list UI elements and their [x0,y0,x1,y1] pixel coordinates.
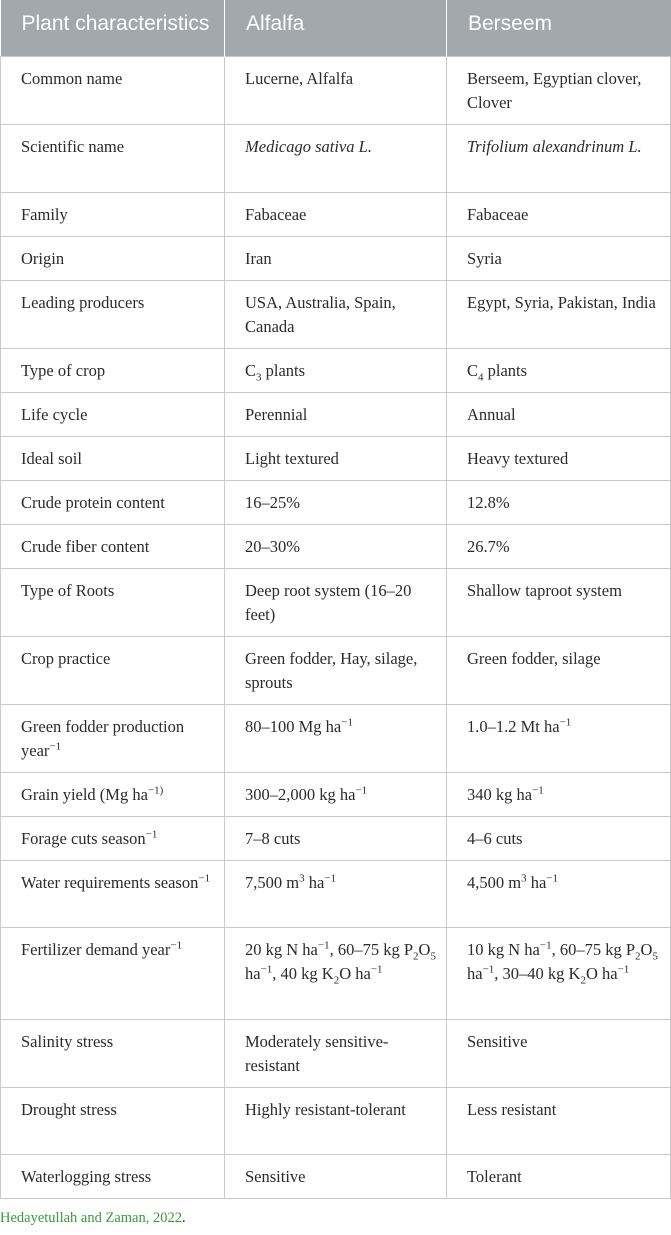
alfalfa-value: Highly resistant-tolerant [225,1087,447,1154]
alfalfa-value: Medicago sativa L. [225,124,447,192]
berseem-value: 26.7% [447,524,671,568]
alfalfa-value: Sensitive [225,1154,447,1198]
alfalfa-value: 300–2,000 kg $ha^{-1}$ [225,772,447,816]
alfalfa-value: Deep root system (16–20 feet) [225,568,447,636]
berseem-value: Tolerant [447,1154,671,1198]
alfalfa-value: USA, Australia, Spain, Canada [225,280,447,348]
row-label: Type of crop [1,348,225,392]
row-label: Life cycle [1,392,225,436]
alfalfa-value: 16–25% [225,480,447,524]
table-row [1,860,671,927]
header-plant-characteristics: Plant characteristics [1,0,225,56]
alfalfa-value: 20–30% [225,524,447,568]
table-row [1,280,671,348]
alfalfa-value: 80–100 Mg $ha^{-1}$ [225,704,447,772]
row-label: Crude fiber content [1,524,225,568]
alfalfa-value: 20 kg N $ha^{-1}$, 60–75 kg $P_2O_5$ $ha^{-1}$, 40 kg $K_2O$ $ha^{-1}$ [225,927,447,1019]
alfalfa-value: Fabaceae [225,192,447,236]
table-row [1,480,671,524]
row-label: Origin [1,236,225,280]
table-row [1,392,671,436]
table-row [1,1087,671,1154]
alfalfa-value: Lucerne, Alfalfa [225,56,447,124]
alfalfa-value: Iran [225,236,447,280]
berseem-value: 1.0–1.2 Mt $ha^{-1}$ [447,704,671,772]
row-label: Grain yield (Mg $ha^{-1)}$ [1,772,225,816]
row-label: Forage cuts season$^{-1}$ [1,816,225,860]
table-row [1,568,671,636]
berseem-value: Green fodder, silage [447,636,671,704]
table-row [1,816,671,860]
row-label: Water requirements season$^{-1}$ [1,860,225,927]
alfalfa-value: $C_3$ plants [225,348,447,392]
berseem-value: Syria [447,236,671,280]
berseem-value: Egypt, Syria, Pakistan, India [447,280,671,348]
row-label: Crude protein content [1,480,225,524]
table-row [1,772,671,816]
row-label: Salinity stress [1,1019,225,1087]
table-row [1,192,671,236]
berseem-value: Annual [447,392,671,436]
berseem-value: Heavy textured [447,436,671,480]
alfalfa-value: 7–8 cuts [225,816,447,860]
berseem-value: 10 kg N $ha^{-1}$, 60–75 kg $P_2O_5$ $ha^{-1}$, 30–40 kg $K_2O$ $ha^{-1}$ [447,927,671,1019]
header-alfalfa: Alfalfa [225,0,447,56]
berseem-value: 340 kg $ha^{-1}$ [447,772,671,816]
table-row [1,1154,671,1198]
berseem-value: $C_4$ plants [447,348,671,392]
table-row [1,524,671,568]
berseem-value: 4–6 cuts [447,816,671,860]
source-citation: Hedayetullah and Zaman, 2022. [0,1210,186,1226]
berseem-value: Shallow taproot system [447,568,671,636]
row-label: Green fodder production year$^{-1}$ [1,704,225,772]
table-row [1,1019,671,1087]
alfalfa-value: Light textured [225,436,447,480]
berseem-value: Trifolium alexandrinum L. [447,124,671,192]
table-row [1,348,671,392]
berseem-value: Fabaceae [447,192,671,236]
table-row [1,927,671,1019]
header-row [1,0,671,56]
row-label: Common name [1,56,225,124]
row-label: Leading producers [1,280,225,348]
row-label: Fertilizer demand year$^{-1}$ [1,927,225,1019]
berseem-value: 12.8% [447,480,671,524]
table-row [1,436,671,480]
alfalfa-value: Moderately sensitive-resistant [225,1019,447,1087]
alfalfa-value: Perennial [225,392,447,436]
row-label: Waterlogging stress [1,1154,225,1198]
row-label: Crop practice [1,636,225,704]
table-row [1,124,671,192]
table-row [1,636,671,704]
row-label: Drought stress [1,1087,225,1154]
berseem-value: Less resistant [447,1087,671,1154]
row-label: Ideal soil [1,436,225,480]
berseem-value: Berseem, Egyptian clover, Clover [447,56,671,124]
row-label: Family [1,192,225,236]
header-berseem: Berseem [447,0,671,56]
row-label: Type of Roots [1,568,225,636]
berseem-value: Sensitive [447,1019,671,1087]
source-link[interactable]: Hedayetullah and Zaman, 2022 [0,1210,182,1226]
alfalfa-value: Green fodder, Hay, silage, sprouts [225,636,447,704]
row-label: Scientific name [1,124,225,192]
table-row [1,236,671,280]
alfalfa-value: 7,500 $m^3$ $ha^{-1}$ [225,860,447,927]
berseem-value: 4,500 $m^3$ $ha^{-1}$ [447,860,671,927]
table-row [1,704,671,772]
table-row [1,56,671,124]
